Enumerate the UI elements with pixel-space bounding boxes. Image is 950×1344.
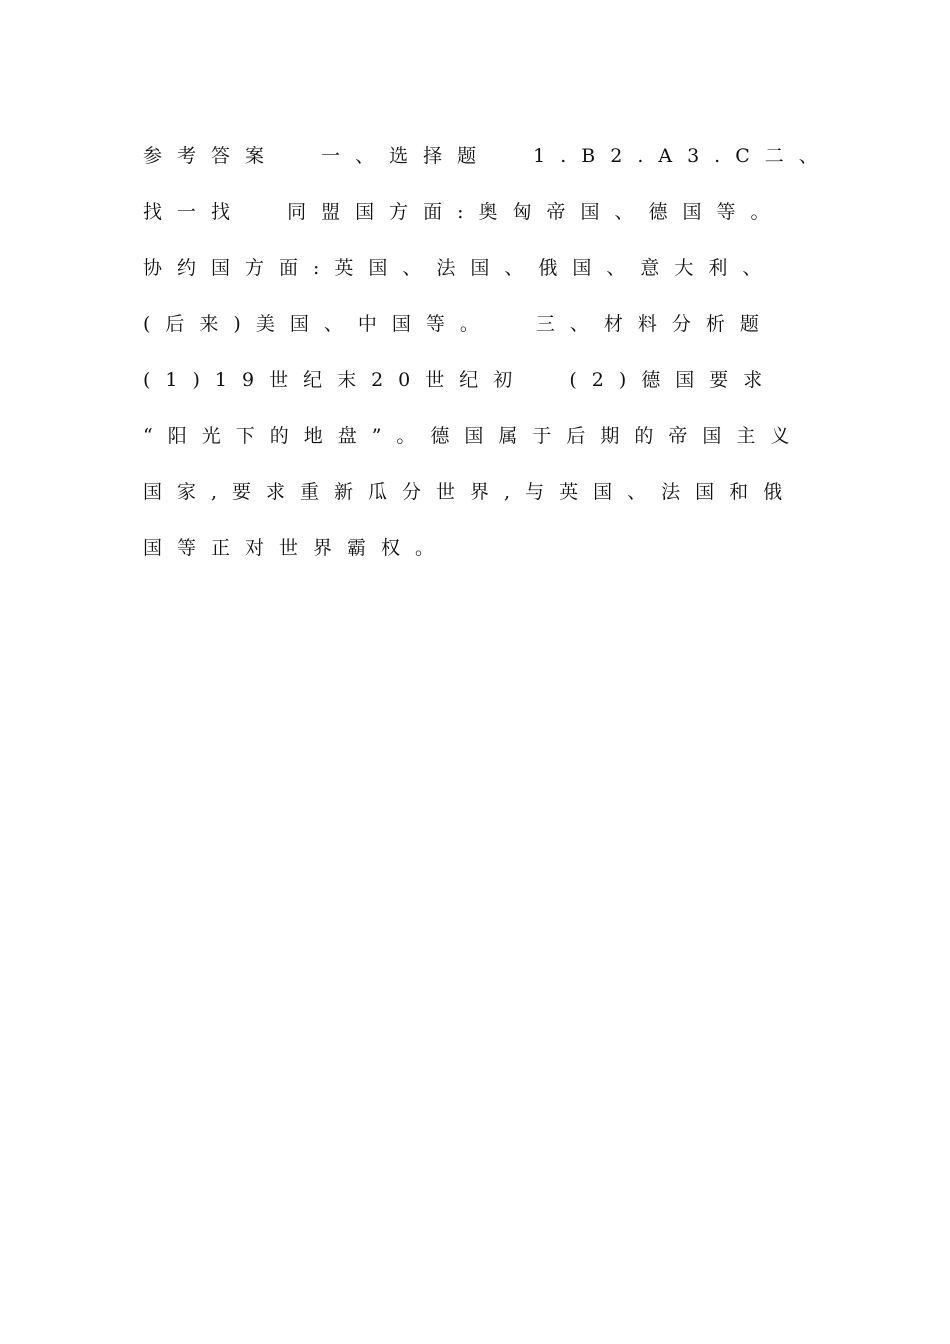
text-line-4: (后来)美国、中国等。 三、材料分析题 — [143, 313, 774, 335]
text-line-3: 协约国方面:英国、法国、俄国、意大利、 — [143, 257, 777, 279]
answer-text-block — [143, 128, 833, 576]
text-line-5: (1)19世纪末20世纪初 (2)德国要求 — [143, 369, 778, 391]
text-line-6: “阳光下的地盘”。德国属于后期的帝国主义 — [143, 425, 805, 447]
text-line-7: 国家,要求重新瓜分世界,与英国、法国和俄 — [143, 481, 798, 503]
text-line-8: 国等正对世界霸权。 — [143, 537, 450, 559]
text-line-2: 找一找 同盟国方面:奥匈帝国、德国等。 — [143, 201, 785, 223]
text-line-1: 参考答案 一、选择题 1.B2.A3.C二、 — [143, 145, 833, 167]
